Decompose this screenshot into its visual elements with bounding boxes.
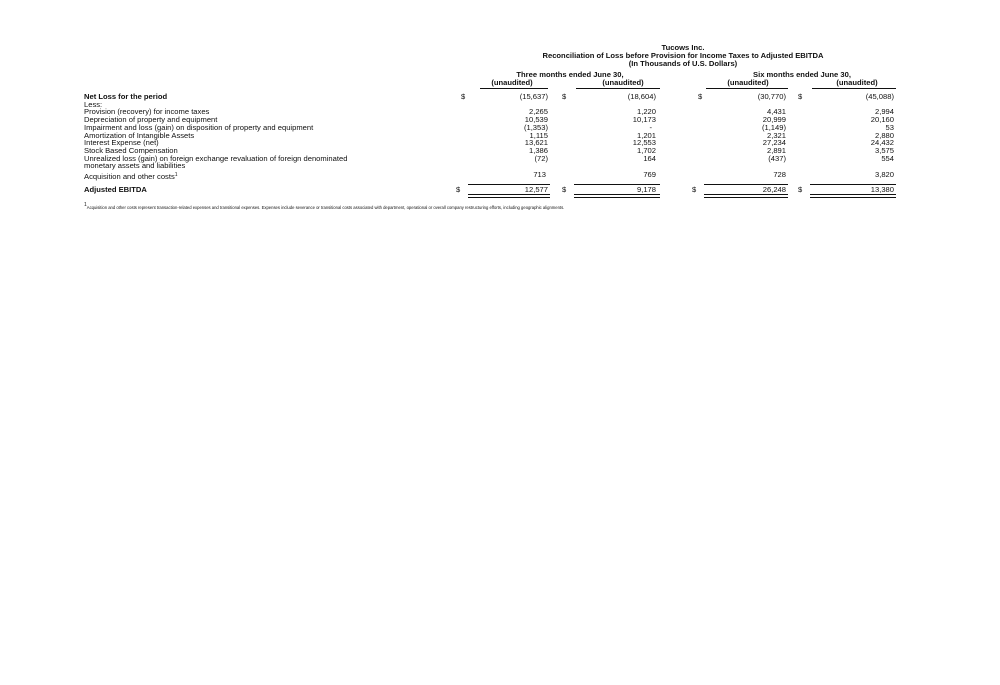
double-rule-col2 bbox=[574, 194, 660, 198]
currency-symbol: $ bbox=[461, 92, 466, 101]
subhead-rule-col1 bbox=[480, 88, 548, 89]
cell-depreciation-col2: 10,173 bbox=[632, 115, 656, 124]
cell-interest-col2: 12,553 bbox=[632, 138, 656, 147]
cell-interest-col3: 27,234 bbox=[762, 138, 786, 147]
cell-income-taxes-col1: 2,265 bbox=[528, 107, 548, 116]
cell-depreciation-col1: 10,539 bbox=[524, 115, 548, 124]
cell-net-loss-col2: (18,604) bbox=[627, 92, 656, 101]
row-label-impairment: Impairment and loss (gain) on disposition of property and equipment bbox=[84, 123, 314, 132]
currency-symbol: $ bbox=[562, 92, 567, 101]
cell-depreciation-col3: 20,999 bbox=[762, 115, 786, 124]
cell-net-loss-col1: (15,637) bbox=[519, 92, 548, 101]
cell-net-loss-col4: (45,088) bbox=[865, 92, 894, 101]
cell-stock-comp-col3: 2,891 bbox=[766, 146, 786, 155]
cell-interest-col4: 24,432 bbox=[870, 138, 894, 147]
cell-stock-comp-col2: 1,702 bbox=[636, 146, 656, 155]
cell-impairment-col3: (1,149) bbox=[761, 123, 786, 132]
currency-symbol: $ bbox=[692, 185, 697, 194]
cell-fx-col3: (437) bbox=[768, 154, 786, 163]
cell-ebitda-col3: 26,248 bbox=[762, 185, 786, 194]
currency-symbol: $ bbox=[798, 92, 803, 101]
cell-ebitda-col2: 9,178 bbox=[636, 185, 656, 194]
footnote-marker: 1 bbox=[174, 172, 178, 178]
subhead-col2: (unaudited) bbox=[602, 78, 644, 87]
cell-ebitda-col4: 13,380 bbox=[870, 185, 894, 194]
double-rule-col1 bbox=[468, 194, 550, 198]
cell-impairment-col1: (1,353) bbox=[523, 123, 548, 132]
currency-symbol: $ bbox=[798, 185, 803, 194]
cell-fx-col4: 554 bbox=[881, 154, 894, 163]
subhead-col1: (unaudited) bbox=[491, 78, 533, 87]
currency-symbol: $ bbox=[698, 92, 703, 101]
row-label-acquisition-text: Acquisition and other costs bbox=[84, 172, 175, 181]
cell-ebitda-col1: 12,577 bbox=[524, 185, 548, 194]
cell-amortization-col4: 2,880 bbox=[874, 131, 894, 140]
cell-fx-col2: 164 bbox=[643, 154, 656, 163]
cell-income-taxes-col4: 2,994 bbox=[874, 107, 894, 116]
subhead-rule-col2 bbox=[576, 88, 660, 89]
subhead-rule-col4 bbox=[812, 88, 896, 89]
group-three-months: Three months ended June 30, bbox=[516, 70, 624, 79]
row-label-income-taxes: Provision (recovery) for income taxes bbox=[84, 107, 210, 116]
cell-fx-col1: (72) bbox=[534, 154, 548, 163]
company-name: Tucows Inc. bbox=[661, 43, 705, 52]
footnote-text: Acquisition and other costs represent transaction-related expenses and transitional expenses. Expenses include severance or transitional costs associated with department, operational or overall company restructuring efforts, including geographic alignments. bbox=[86, 205, 565, 210]
row-label-less: Less: bbox=[84, 100, 103, 109]
cell-acquisition-col1: 713 bbox=[533, 170, 546, 179]
cell-acquisition-col2: 769 bbox=[643, 170, 656, 179]
subhead-col4: (unaudited) bbox=[836, 78, 878, 87]
double-rule-col3 bbox=[704, 194, 788, 198]
row-label-net-loss: Net Loss for the period bbox=[84, 92, 168, 101]
double-rule-col4 bbox=[810, 194, 896, 198]
currency-symbol: $ bbox=[562, 185, 567, 194]
row-label-interest: Interest Expense (net) bbox=[84, 138, 159, 147]
row-label-amortization: Amortization of Intangible Assets bbox=[84, 131, 195, 140]
cell-depreciation-col4: 20,160 bbox=[870, 115, 894, 124]
footnote-number: 1 bbox=[84, 202, 87, 208]
report-units: (In Thousands of U.S. Dollars) bbox=[628, 59, 738, 68]
cell-net-loss-col3: (30,770) bbox=[757, 92, 786, 101]
cell-amortization-col3: 2,321 bbox=[766, 131, 786, 140]
cell-income-taxes-col3: 4,431 bbox=[766, 107, 786, 116]
cell-amortization-col1: 1,115 bbox=[529, 131, 548, 140]
row-label-adjusted-ebitda: Adjusted EBITDA bbox=[84, 185, 147, 194]
currency-symbol: $ bbox=[456, 185, 461, 194]
cell-interest-col1: 13,621 bbox=[524, 138, 548, 147]
cell-acquisition-col4: 3,820 bbox=[874, 170, 894, 179]
group-six-months: Six months ended June 30, bbox=[753, 70, 851, 79]
cell-amortization-col2: 1,201 bbox=[636, 131, 656, 140]
subhead-rule-col3 bbox=[706, 88, 788, 89]
report-title: Reconciliation of Loss before Provision for Income Taxes to Adjusted EBITDA bbox=[542, 51, 824, 60]
row-label-depreciation: Depreciation of property and equipment bbox=[84, 115, 218, 124]
cell-income-taxes-col2: 1,220 bbox=[636, 107, 656, 116]
row-label-acquisition bbox=[84, 171, 178, 181]
row-label-fx-revaluation: Unrealized loss (gain) on foreign exchange revaluation of foreign denominated bbox=[84, 154, 348, 163]
footnote bbox=[84, 202, 564, 210]
cell-acquisition-col3: 728 bbox=[773, 170, 786, 179]
row-label-stock-comp: Stock Based Compensation bbox=[84, 146, 178, 155]
cell-stock-comp-col4: 3,575 bbox=[874, 146, 894, 155]
cell-impairment-col4: 53 bbox=[885, 123, 894, 132]
cell-stock-comp-col1: 1,386 bbox=[528, 146, 548, 155]
subhead-col3: (unaudited) bbox=[727, 78, 769, 87]
cell-impairment-col2: - bbox=[649, 123, 652, 132]
row-label-fx-revaluation-cont: monetary assets and liabilities bbox=[84, 161, 186, 170]
